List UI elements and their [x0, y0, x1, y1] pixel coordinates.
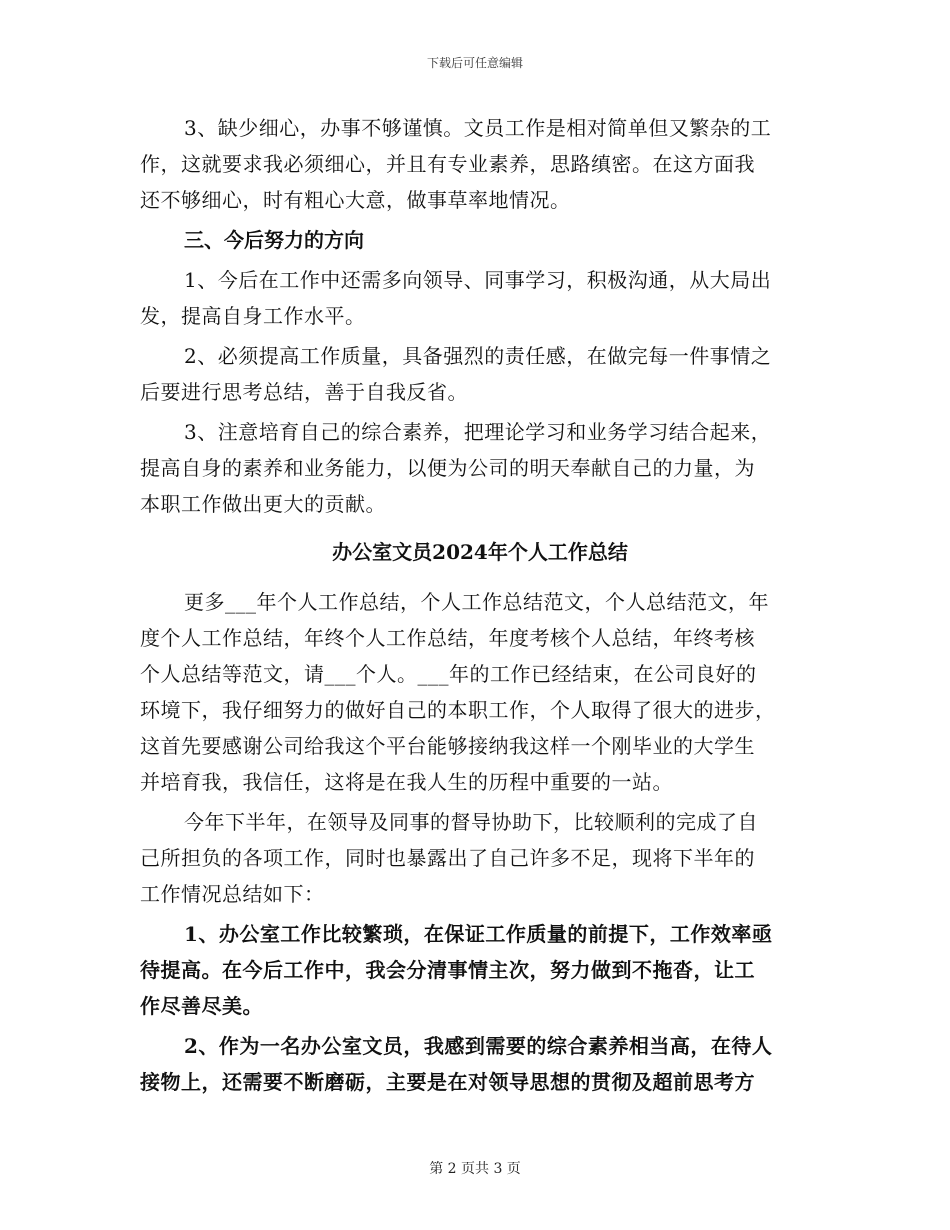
text-line: 并培育我，我信任，这将是在我人生的历程中重要的一站。: [140, 770, 673, 794]
text-line: 后要进行思考总结，善于自我反省。: [140, 380, 468, 404]
paragraph-direction-1: [140, 262, 820, 334]
paragraph-second-half: [140, 804, 820, 912]
paragraph-intro: [140, 584, 820, 800]
text-line: 2、必须提高工作质量，具备强烈的责任感，在做完每一件事情之: [184, 344, 772, 368]
paragraph-direction-3: [140, 414, 820, 522]
paragraph-direction-2: [140, 338, 820, 410]
page-header: 下载后可任意编辑: [426, 56, 523, 70]
text-line: 个人总结等范文，请___个人。___年的工作已经结束，在公司良好的: [140, 662, 757, 686]
document-body: [140, 110, 820, 1104]
paragraph-lack-of-care: [140, 110, 820, 218]
text-line: 2、作为一名办公室文员，我感到需要的综合素养相当高，在待人: [184, 1034, 773, 1058]
text-line: 本职工作做出更大的贡献。: [140, 492, 386, 516]
text-line: 接物上，还需要不断磨砺，主要是在对领导思想的贯彻及超前思考方: [140, 1070, 755, 1094]
text-line: 工作情况总结如下：: [140, 882, 325, 906]
text-line: 3、缺少细心，办事不够谨慎。文员工作是相对简单但又繁杂的工: [184, 116, 772, 140]
text-line: 提高自身的素养和业务能力，以便为公司的明天奉献自己的力量，为: [140, 456, 755, 480]
text-line: 己所担负的各项工作，同时也暴露出了自己许多不足，现将下半年的: [140, 846, 755, 870]
text-line: 1、办公室工作比较繁琐，在保证工作质量的前提下，工作效率亟: [184, 922, 773, 946]
text-line: 度个人工作总结，年终个人工作总结，年度考核个人总结，年终考核: [140, 626, 755, 650]
text-line: 发，提高自身工作水平。: [140, 304, 366, 328]
section-heading: 三、今后努力的方向: [184, 228, 364, 252]
text-line: 1、今后在工作中还需多向领导、同事学习，积极沟通，从大局出: [184, 268, 772, 292]
text-line: 环境下，我仔细努力的做好自己的本职工作，个人取得了很大的进步，: [140, 698, 776, 722]
page-footer: 第 2 页共 3 页: [429, 1161, 521, 1177]
document-title: 办公室文员2024年个人工作总结: [332, 540, 628, 564]
text-line: 作尽善尽美。: [140, 994, 263, 1018]
text-line: 这首先要感谢公司给我这个平台能够接纳我这样一个刚毕业的大学生: [140, 734, 755, 758]
text-line: 待提高。在今后工作中，我会分清事情主次，努力做到不拖沓，让工: [140, 958, 755, 982]
text-line: 更多___年个人工作总结，个人工作总结范文，个人总结范文，年: [184, 590, 769, 614]
text-line: 作，这就要求我必须细心，并且有专业素养，思路缜密。在这方面我: [140, 152, 755, 176]
paragraph-point-2: [140, 1028, 820, 1100]
text-line: 今年下半年，在领导及同事的督导协助下，比较顺利的完成了自: [184, 810, 758, 834]
text-line: 还不够细心，时有粗心大意，做事草率地情况。: [140, 188, 571, 212]
paragraph-point-1: [140, 916, 820, 1024]
text-line: 3、注意培育自己的综合素养，把理论学习和业务学习结合起来，: [184, 420, 772, 444]
